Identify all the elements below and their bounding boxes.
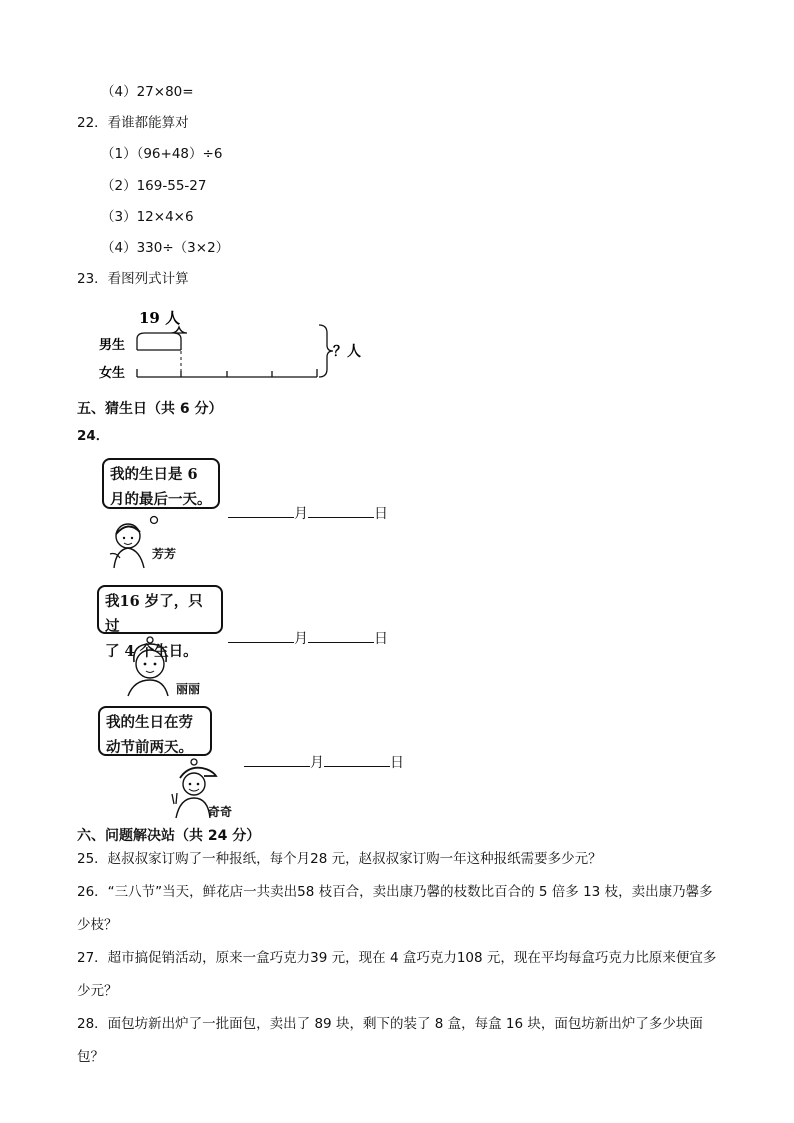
day-label: 日	[374, 631, 388, 647]
q23-right-brace	[319, 325, 333, 377]
month-label: 月	[294, 506, 308, 522]
answer-blank-fangfang	[228, 503, 388, 523]
section-6-title: 六、问题解决站（共 24 分）	[77, 828, 261, 844]
q27-text: 27．超市搞促销活动，原来一盒巧克力39 元，现在 4 盒巧克力108 元，现在平均每盒巧克力比原来便宜多少元？	[77, 950, 717, 999]
q22-item-4: （4）330÷（3×2）	[101, 240, 230, 256]
q22-item-2: （2）169-55-27	[101, 178, 207, 194]
q23-result-label: ？人	[333, 344, 361, 360]
day-blank[interactable]	[324, 752, 390, 767]
day-blank[interactable]	[308, 628, 374, 643]
name-fangfang: 芳芳	[152, 547, 177, 561]
speech-bubble-lili	[97, 585, 223, 660]
answer-blank-qiqi	[244, 752, 404, 772]
q23-top-label: 19 人	[139, 309, 181, 327]
day-blank[interactable]	[308, 503, 374, 518]
q25-text: 25．赵叔叔家订购了一种报纸，每个月28 元，赵叔叔家订购一年这种报纸需要多少元？	[77, 851, 602, 867]
q23-top-brace	[137, 327, 187, 350]
speech-line: 我16 岁了，只过	[105, 593, 203, 635]
q22-item-1: （1）（96+48）÷6	[101, 146, 223, 162]
q28-text: 28．面包坊新出炉了一批面包，卖出了 89 块，剩下的装了 8 盒，每盒 16 块，面包坊新出炉了多少块面包？	[77, 1016, 703, 1065]
name-qiqi: 奇奇	[208, 805, 233, 819]
speech-bubble-fangfang	[102, 458, 220, 509]
speech-bubble-qiqi	[98, 706, 212, 756]
q22-item-3: （3）12×4×6	[101, 209, 194, 225]
section-5-title: 五、猜生日（共 6 分）	[77, 401, 223, 417]
day-label: 日	[374, 506, 388, 522]
speech-line: 月的最后一天。	[110, 491, 212, 508]
speech-line: 动节前两天。	[106, 739, 193, 756]
month-blank[interactable]	[228, 503, 294, 518]
speech-line: 我的生日在劳	[106, 714, 193, 731]
month-blank[interactable]	[228, 628, 294, 643]
day-label: 日	[390, 755, 404, 771]
q23-line-diagram	[95, 303, 395, 383]
answer-blank-lili	[228, 628, 388, 648]
speech-line: 了 4 个生日。	[105, 643, 198, 660]
month-blank[interactable]	[244, 752, 310, 767]
name-lili: 丽丽	[176, 682, 201, 696]
q26-text: 26．“三八节”当天，鲜花店一共卖出58 枝百合，卖出康乃馨的枝数比百合的 5 倍多 13 枝，卖出康乃馨多少枝？	[77, 884, 713, 933]
q23-title: 23．看图列式计算	[77, 271, 189, 287]
month-label: 月	[310, 755, 324, 771]
q22-title: 22．看谁都能算对	[77, 115, 189, 131]
month-label: 月	[294, 631, 308, 647]
speech-line: 我的生日是 6	[110, 466, 198, 483]
q24-number: 24．	[77, 428, 110, 444]
child-figure-lili	[122, 636, 182, 698]
q21-item-4: （4）27×80=	[101, 84, 194, 100]
child-figure-fangfang	[106, 512, 166, 572]
q23-row2-label: 女生	[99, 366, 126, 381]
q23-row1-label: 男生	[99, 338, 126, 353]
